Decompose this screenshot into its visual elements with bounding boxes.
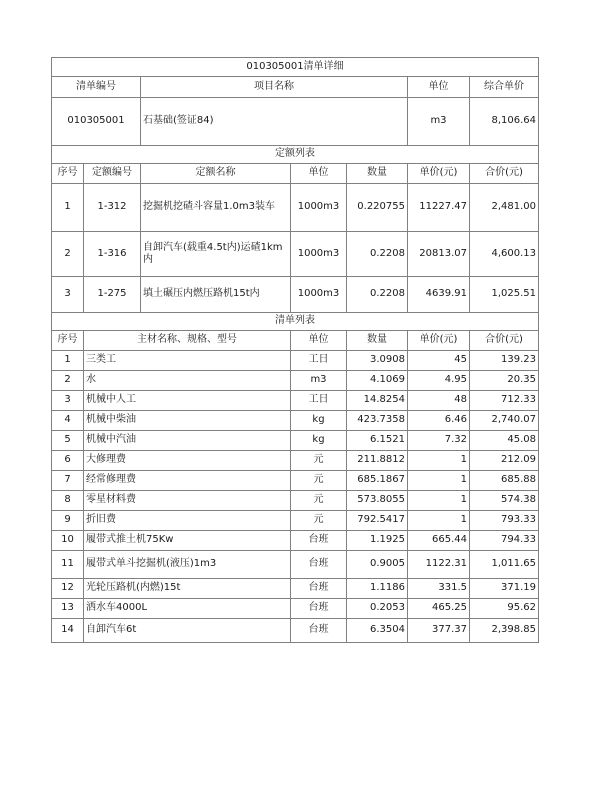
composite-price: 8,106.64 xyxy=(470,98,539,146)
material-unit: kg xyxy=(291,431,347,451)
quota-unit: 1000m3 xyxy=(291,184,347,232)
quota-qty: 0.2208 xyxy=(347,277,408,313)
material-qty: 6.3504 xyxy=(347,619,408,643)
material-qty: 3.0908 xyxy=(347,351,408,371)
material-unit: 台班 xyxy=(291,531,347,551)
list-header-row xyxy=(52,331,539,351)
row-no: 2 xyxy=(52,232,84,277)
row-no: 8 xyxy=(52,491,84,511)
list-col-total: 合价(元) xyxy=(470,331,539,351)
material-name: 零星材料费 xyxy=(84,491,291,511)
material-qty: 6.1521 xyxy=(347,431,408,451)
material-unit: 元 xyxy=(291,451,347,471)
row-no: 4 xyxy=(52,411,84,431)
table-row xyxy=(52,491,539,511)
material-qty: 1.1925 xyxy=(347,531,408,551)
col-header-list-code: 清单编号 xyxy=(52,77,141,98)
material-qty: 1.1186 xyxy=(347,579,408,599)
table-row xyxy=(52,232,539,277)
table-row xyxy=(52,184,539,232)
list-code: 010305001 xyxy=(52,98,141,146)
material-name: 光轮压路机(内燃)15t xyxy=(84,579,291,599)
row-no: 1 xyxy=(52,184,84,232)
material-unit: 工日 xyxy=(291,351,347,371)
quota-col-code: 定额编号 xyxy=(84,164,141,184)
material-price: 1 xyxy=(408,491,470,511)
list-col-no: 序号 xyxy=(52,331,84,351)
quota-col-unit: 单位 xyxy=(291,164,347,184)
row-no: 5 xyxy=(52,431,84,451)
table-row xyxy=(52,351,539,371)
row-no: 1 xyxy=(52,351,84,371)
material-total: 574.38 xyxy=(470,491,539,511)
material-price: 1 xyxy=(408,511,470,531)
material-unit: 元 xyxy=(291,511,347,531)
material-name: 大修理费 xyxy=(84,451,291,471)
material-unit: 元 xyxy=(291,471,347,491)
row-no: 7 xyxy=(52,471,84,491)
table-row xyxy=(52,371,539,391)
material-total: 139.23 xyxy=(470,351,539,371)
material-name: 折旧费 xyxy=(84,511,291,531)
row-no: 11 xyxy=(52,551,84,579)
table-row xyxy=(52,531,539,551)
quota-section-title: 定额列表 xyxy=(52,146,539,164)
quota-col-total: 合价(元) xyxy=(470,164,539,184)
quota-total: 2,481.00 xyxy=(470,184,539,232)
cost-detail-table xyxy=(51,57,539,643)
material-total: 45.08 xyxy=(470,431,539,451)
material-price: 331.5 xyxy=(408,579,470,599)
material-total: 2,398.85 xyxy=(470,619,539,643)
table-row xyxy=(52,619,539,643)
material-name: 三类工 xyxy=(84,351,291,371)
quota-col-price: 单价(元) xyxy=(408,164,470,184)
quota-name: 填土碾压内燃压路机15t内 xyxy=(141,277,291,313)
table-row xyxy=(52,579,539,599)
row-no: 13 xyxy=(52,599,84,619)
table-row xyxy=(52,411,539,431)
material-total: 712.33 xyxy=(470,391,539,411)
col-header-unit: 单位 xyxy=(408,77,470,98)
row-no: 10 xyxy=(52,531,84,551)
col-header-project-name: 项目名称 xyxy=(141,77,408,98)
material-price: 465.25 xyxy=(408,599,470,619)
list-section-title: 清单列表 xyxy=(52,313,539,331)
quota-code: 1-275 xyxy=(84,277,141,313)
material-unit: 台班 xyxy=(291,551,347,579)
list-col-unit: 单位 xyxy=(291,331,347,351)
quota-header-row xyxy=(52,164,539,184)
row-no: 12 xyxy=(52,579,84,599)
material-unit: 工日 xyxy=(291,391,347,411)
project-unit: m3 xyxy=(408,98,470,146)
material-total: 212.09 xyxy=(470,451,539,471)
list-col-name: 主材名称、规格、型号 xyxy=(84,331,291,351)
quota-name: 自卸汽车(载重4.5t内)运碴1km内 xyxy=(141,232,291,277)
table-row xyxy=(52,551,539,579)
col-header-composite-price: 综合单价 xyxy=(470,77,539,98)
material-name: 机械中汽油 xyxy=(84,431,291,451)
material-price: 1 xyxy=(408,451,470,471)
quota-qty: 0.220755 xyxy=(347,184,408,232)
quota-price: 20813.07 xyxy=(408,232,470,277)
quota-price: 11227.47 xyxy=(408,184,470,232)
quota-section-title-row xyxy=(52,146,539,164)
quota-unit: 1000m3 xyxy=(291,277,347,313)
row-no: 3 xyxy=(52,391,84,411)
material-price: 6.46 xyxy=(408,411,470,431)
table-row xyxy=(52,431,539,451)
table-row xyxy=(52,277,539,313)
material-unit: kg xyxy=(291,411,347,431)
material-price: 1122.31 xyxy=(408,551,470,579)
row-no: 6 xyxy=(52,451,84,471)
quota-col-name: 定额名称 xyxy=(141,164,291,184)
material-name: 洒水车4000L xyxy=(84,599,291,619)
material-total: 95.62 xyxy=(470,599,539,619)
material-total: 2,740.07 xyxy=(470,411,539,431)
material-name: 履带式单斗挖掘机(液压)1m3 xyxy=(84,551,291,579)
quota-col-no: 序号 xyxy=(52,164,84,184)
row-no: 2 xyxy=(52,371,84,391)
material-price: 4.95 xyxy=(408,371,470,391)
quota-total: 4,600.13 xyxy=(470,232,539,277)
material-price: 45 xyxy=(408,351,470,371)
material-price: 1 xyxy=(408,471,470,491)
table-row xyxy=(52,391,539,411)
table-row xyxy=(52,511,539,531)
material-name: 水 xyxy=(84,371,291,391)
material-qty: 14.8254 xyxy=(347,391,408,411)
material-unit: 台班 xyxy=(291,619,347,643)
material-price: 377.37 xyxy=(408,619,470,643)
material-qty: 211.8812 xyxy=(347,451,408,471)
material-total: 794.33 xyxy=(470,531,539,551)
material-qty: 4.1069 xyxy=(347,371,408,391)
summary-header-row xyxy=(52,77,539,98)
material-name: 经常修理费 xyxy=(84,471,291,491)
material-name: 自卸汽车6t xyxy=(84,619,291,643)
material-qty: 423.7358 xyxy=(347,411,408,431)
page-title: 010305001清单详细 xyxy=(52,58,539,77)
material-unit: 台班 xyxy=(291,579,347,599)
quota-price: 4639.91 xyxy=(408,277,470,313)
material-unit: m3 xyxy=(291,371,347,391)
quota-col-qty: 数量 xyxy=(347,164,408,184)
table-row xyxy=(52,451,539,471)
quota-name: 挖掘机挖碴斗容量1.0m3装车 xyxy=(141,184,291,232)
project-name: 石基础(签证84) xyxy=(141,98,408,146)
material-name: 机械中人工 xyxy=(84,391,291,411)
material-total: 1,011.65 xyxy=(470,551,539,579)
material-price: 665.44 xyxy=(408,531,470,551)
table-title-row xyxy=(52,58,539,77)
material-price: 48 xyxy=(408,391,470,411)
material-qty: 792.5417 xyxy=(347,511,408,531)
material-total: 20.35 xyxy=(470,371,539,391)
quota-unit: 1000m3 xyxy=(291,232,347,277)
quota-code: 1-316 xyxy=(84,232,141,277)
material-unit: 台班 xyxy=(291,599,347,619)
material-total: 793.33 xyxy=(470,511,539,531)
material-total: 685.88 xyxy=(470,471,539,491)
table-row xyxy=(52,471,539,491)
material-name: 机械中柴油 xyxy=(84,411,291,431)
material-qty: 685.1867 xyxy=(347,471,408,491)
material-qty: 0.9005 xyxy=(347,551,408,579)
quota-code: 1-312 xyxy=(84,184,141,232)
row-no: 14 xyxy=(52,619,84,643)
row-no: 9 xyxy=(52,511,84,531)
list-col-qty: 数量 xyxy=(347,331,408,351)
list-section-title-row xyxy=(52,313,539,331)
row-no: 3 xyxy=(52,277,84,313)
quota-total: 1,025.51 xyxy=(470,277,539,313)
material-qty: 0.2053 xyxy=(347,599,408,619)
material-total: 371.19 xyxy=(470,579,539,599)
summary-data-row xyxy=(52,98,539,146)
material-price: 7.32 xyxy=(408,431,470,451)
material-unit: 元 xyxy=(291,491,347,511)
quota-qty: 0.2208 xyxy=(347,232,408,277)
list-col-price: 单价(元) xyxy=(408,331,470,351)
material-name: 履带式推土机75Kw xyxy=(84,531,291,551)
material-qty: 573.8055 xyxy=(347,491,408,511)
table-row xyxy=(52,599,539,619)
